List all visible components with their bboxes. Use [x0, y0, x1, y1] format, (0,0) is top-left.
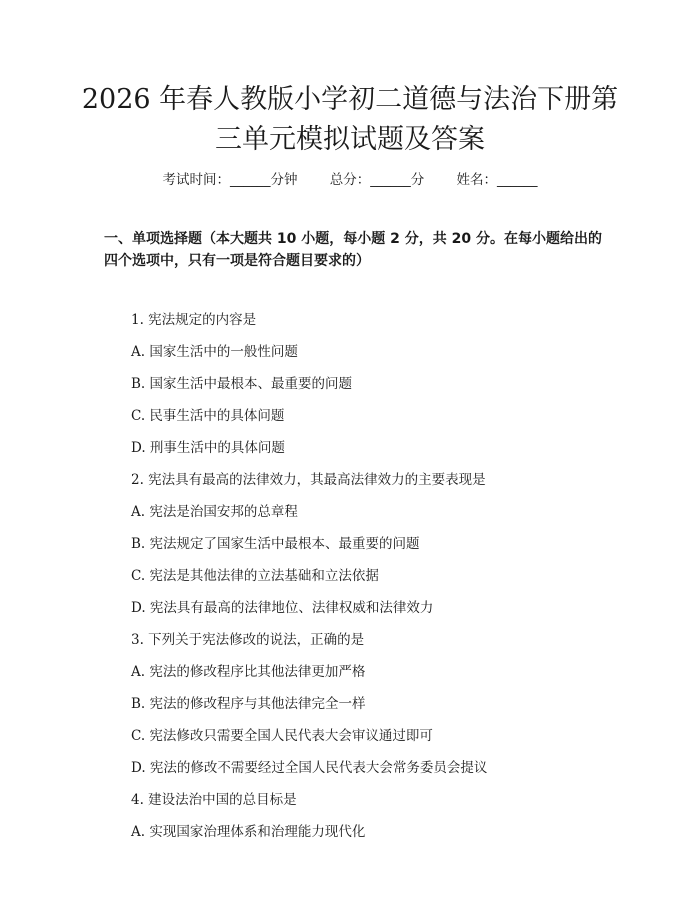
question-1-option-d: D. 刑事生活中的具体问题 [131, 440, 285, 456]
question-2-option-b: B. 宪法规定了国家生活中最根本、最重要的问题 [131, 536, 420, 552]
total-score: 总分：______分 [329, 172, 425, 188]
question-2: 2. 宪法具有最高的法律效力，其最高法律效力的主要表现是 [131, 472, 486, 488]
question-1-option-c: C. 民事生活中的具体问题 [131, 408, 285, 424]
question-1-option-a: A. 国家生活中的一般性问题 [131, 344, 298, 360]
question-3-option-b: B. 宪法的修改程序与其他法律完全一样 [131, 696, 366, 712]
question-2-option-d: D. 宪法具有最高的法律地位、法律权威和法律效力 [131, 600, 434, 616]
question-2-option-a: A. 宪法是治国安邦的总章程 [131, 504, 298, 520]
student-name: 姓名：______ [456, 172, 538, 188]
exam-meta [0, 171, 700, 189]
title-line-1: 2026 年春人教版小学初二道德与法治下册第 [81, 84, 619, 115]
question-1: 1. 宪法规定的内容是 [131, 312, 257, 328]
question-3: 3. 下列关于宪法修改的说法，正确的是 [131, 632, 365, 648]
question-4-option-a: A. 实现国家治理体系和治理能力现代化 [131, 824, 366, 840]
question-1-option-b: B. 国家生活中最根本、最重要的问题 [131, 376, 353, 392]
title-line-2: 三单元模拟试题及答案 [215, 124, 485, 155]
question-4: 4. 建设法治中国的总目标是 [131, 792, 297, 808]
question-2-option-c: C. 宪法是其他法律的立法基础和立法依据 [131, 568, 379, 584]
section-heading: 一、单项选择题（本大题共 10 小题，每小题 2 分，共 20 分。在每小题给出的四个选项中，只有一项是符合题目要求的） [104, 231, 602, 269]
question-3-option-a: A. 宪法的修改程序比其他法律更加严格 [131, 664, 366, 680]
exam-time: 考试时间：______分钟 [162, 172, 298, 188]
page-title [60, 80, 640, 160]
question-3-option-c: C. 宪法修改只需要全国人民代表大会审议通过即可 [131, 728, 433, 744]
question-3-option-d: D. 宪法的修改不需要经过全国人民代表大会常务委员会提议 [131, 760, 488, 776]
